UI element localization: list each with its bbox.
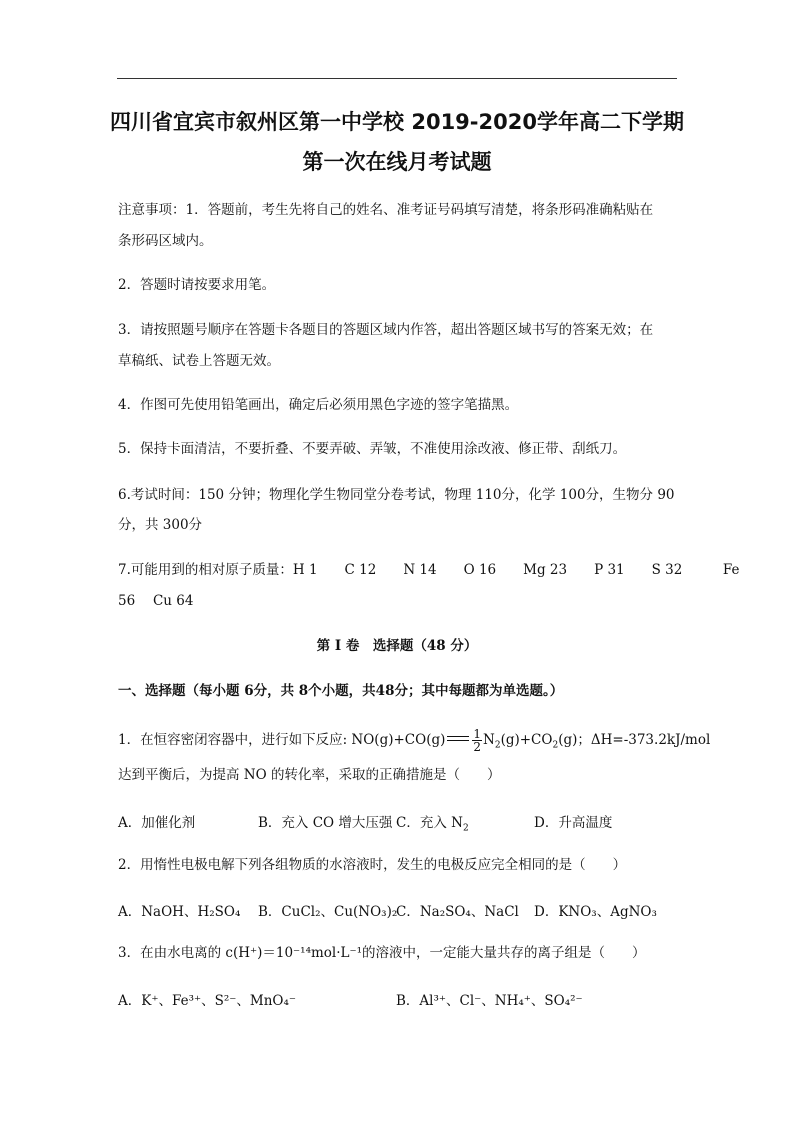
note-7a: 7.可能用到的相对原子质量：H 1 C 12 N 14 O 16 Mg 23 P 31 S 32 Fe: [118, 562, 740, 578]
part1-heading: 一、选择题（每小题 6分，共 8个小题，共48分；其中每题都为单选题。）: [118, 683, 564, 699]
note-4: 4．作图可先使用铅笔画出，确定后必须用黑色字迹的签字笔描黑。: [118, 397, 519, 413]
q1-stem: [118, 728, 710, 755]
q1-sub1: 2: [494, 740, 501, 751]
q1-option-c-sub: 2: [462, 823, 469, 834]
q1-line2: 达到平衡后，为提高 NO 的转化率，采取的正确措施是（ ）: [118, 767, 501, 783]
section-heading: 第 I 卷 选择题（48 分）: [316, 638, 478, 654]
q1-option-a[interactable]: A．加催化剂: [118, 815, 196, 831]
note-3a: 3．请按照题号顺序在答题卡各题目的答题区域内作答，超出答题区域书写的答案无效；在: [118, 322, 654, 338]
note-6b: 分，共 300分: [118, 517, 203, 533]
equilibrium-arrow-icon: [447, 736, 469, 742]
q1-frac-num: 1: [473, 727, 482, 741]
q1-suffix: (g)；ΔH=-373.2kJ/mol: [558, 732, 711, 748]
q1-option-c[interactable]: [396, 811, 469, 834]
q1-option-b[interactable]: B．充入 CO 增大压强: [258, 815, 393, 831]
q3-option-b[interactable]: B．Al³⁺、Cl⁻、NH₄⁺、SO₄²⁻: [396, 993, 583, 1009]
q1-after-frac: N: [483, 732, 495, 748]
q3-option-a[interactable]: A．K⁺、Fe³⁺、S²⁻、MnO₄⁻: [118, 993, 297, 1009]
note-3b: 草稿纸、试卷上答题无效。: [118, 353, 280, 369]
q1-option-c-text: C．充入 N: [396, 815, 463, 831]
q2-option-d[interactable]: D．KNO₃、AgNO₃: [534, 904, 657, 920]
q2-option-c[interactable]: C．Na₂SO₄、NaCl: [396, 904, 519, 920]
note-7b: 56 Cu 64: [118, 593, 194, 609]
header-rule: [117, 78, 677, 79]
q1-frac-den: 2: [473, 740, 482, 754]
q3-stem: 3．在由水电离的 c(H⁺)＝10⁻¹⁴mol·L⁻¹的溶液中，一定能大量共存的离子组是（ ）: [118, 945, 646, 961]
q1-sub2: 2: [552, 740, 559, 751]
q1-option-d[interactable]: D．升高温度: [534, 815, 613, 831]
note-1a: 注意事项：1．答题前，考生先将自己的姓名、准考证号码填写清楚，将条形码准确粘贴在: [118, 202, 654, 218]
q1-mid: (g)+CO: [500, 732, 553, 748]
q1-prefix: 1．在恒容密闭容器中，进行如下反应: NO(g)+CO(g): [118, 732, 446, 748]
note-1b: 条形码区域内。: [118, 233, 213, 249]
note-2: 2．答题时请按要求用笔。: [118, 277, 276, 293]
note-6a: 6.考试时间：150 分钟；物理化学生物同堂分卷考试，物理 110分，化学 100分，生物分 90: [118, 487, 675, 503]
q2-option-b[interactable]: B．CuCl₂、Cu(NO₃)₂: [258, 904, 398, 920]
page-title-line1: 四川省宜宾市叙州区第一中学校 2019-2020学年高二下学期: [110, 110, 684, 134]
q2-stem: 2．用惰性电极电解下列各组物质的水溶液时，发生的电极反应完全相同的是（ ）: [118, 857, 627, 873]
page-title-line2: 第一次在线月考试题: [302, 150, 492, 174]
q1-fraction: [472, 728, 482, 753]
note-5: 5．保持卡面清洁，不要折叠、不要弄破、弄皱，不准使用涂改液、修正带、刮纸刀。: [118, 441, 627, 457]
q2-option-a[interactable]: A．NaOH、H₂SO₄: [118, 904, 241, 920]
